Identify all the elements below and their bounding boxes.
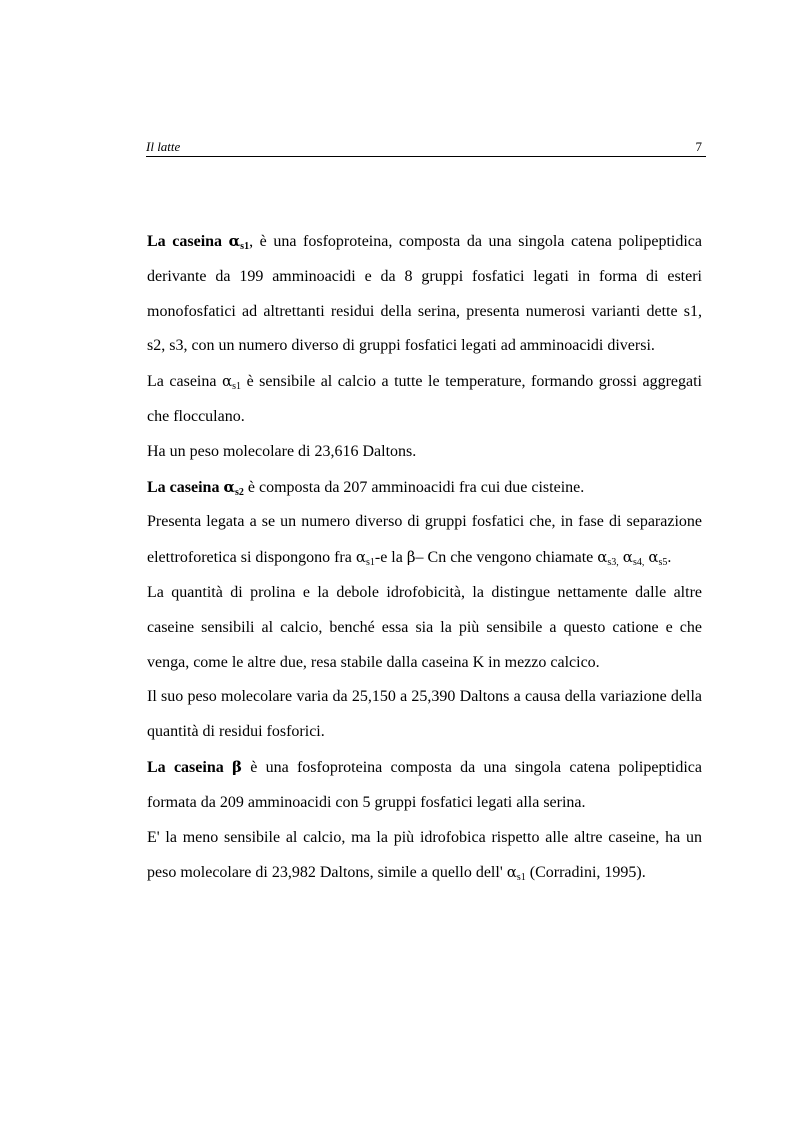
body-text bbox=[147, 224, 702, 891]
alpha-symbol: α bbox=[228, 232, 241, 250]
alpha-symbol: α bbox=[223, 477, 235, 496]
paragraph-caseina-beta: La caseina β è una fosfoproteina composta da una singola catena polipeptidica formata da 209 amminoacidi con 5 gruppi fosfatici legati alla serina. bbox=[147, 757, 702, 811]
running-header bbox=[146, 140, 706, 157]
alpha-symbol: α bbox=[622, 548, 633, 567]
beta-symbol: β bbox=[406, 548, 416, 567]
subscript: s1 bbox=[240, 241, 250, 252]
page-number: 7 bbox=[695, 139, 702, 154]
subscript: s2 bbox=[235, 486, 244, 498]
beta-symbol: β bbox=[231, 757, 242, 776]
paragraph-caseina-as1: La caseina $\alpha_{s1}$, è una fosfoproteina, composta da una singola catena polipeptidica derivante da 199 amminoacidi e da 8 gruppi fosfatici legati in forma di esteri monofosfatici ad altrettanti residui della serina, presenta numerosi varianti dette s1, s2, s3, con un numero diverso di gruppi fosfatici legati ad amminoacidi diversi. bbox=[147, 232, 702, 355]
subscript: s1 bbox=[516, 872, 526, 884]
subscript: s5 bbox=[658, 557, 668, 569]
bold-label: La caseina $\alpha_{s2}$ bbox=[147, 477, 244, 498]
subscript: s1 bbox=[365, 557, 375, 569]
subscript: s1 bbox=[232, 381, 242, 393]
dash: – bbox=[415, 549, 424, 567]
paragraph-caseina-as2: La caseina $\alpha_{s2}$ è composta da 207 amminoacidi fra cui due cisteine. bbox=[147, 477, 585, 498]
subscript: s4, bbox=[632, 557, 645, 569]
paragraph-beta-properties: E' la meno sensibile al calcio, ma la più idrofobica rispetto alle altre caseine, ha un peso molecolare di 23,982 Daltons, simile a quello dell' $\alpha_{s1}$ (Corradini, 1995). bbox=[147, 828, 702, 884]
alpha-symbol: α bbox=[222, 372, 233, 391]
paragraph-prolina: La quantità di prolina e la debole idrofobicità, la distingue nettamente dalle altre caseine sensibili al calcio, benché essa sia la più sensibile a questo catione e che venga, come le altre due, resa stabile dalla caseina K in mezzo calcico. bbox=[147, 583, 702, 671]
alpha-symbol: α bbox=[648, 548, 659, 567]
alpha-symbol: α bbox=[597, 548, 608, 567]
header-title: Il latte bbox=[146, 139, 181, 154]
bold-label: La caseina β bbox=[147, 757, 242, 776]
paragraph-as2-weight: Il suo peso molecolare varia da 25,150 a 25,390 Daltons a causa della variazione della quantità di residui fosforici. bbox=[147, 688, 702, 741]
paragraph-as1-calcium: La caseina $\alpha_{s1}$ è sensibile al calcio a tutte le temperature, formando grossi aggregati che flocculano. bbox=[147, 372, 703, 425]
alpha-symbol: α bbox=[506, 863, 517, 882]
paragraph-as1-weight: Ha un peso molecolare di 23,616 Daltons. bbox=[147, 442, 417, 460]
subscript: s3, bbox=[607, 557, 619, 569]
bold-label: La caseina $\alpha_{s1}$ bbox=[147, 232, 250, 252]
paragraph-as2-phosphate: Presenta legata a se un numero diverso di gruppi fosfatici che, in fase di separazione elettroforetica si dispongono fra $\alpha_{s1}-e$ la β– Cn che vengono chiamate $\alpha_{s3,}$ $\alpha_{s4,}$ $\alpha_{s5}$. bbox=[147, 513, 702, 569]
alpha-symbol: α bbox=[355, 548, 366, 567]
